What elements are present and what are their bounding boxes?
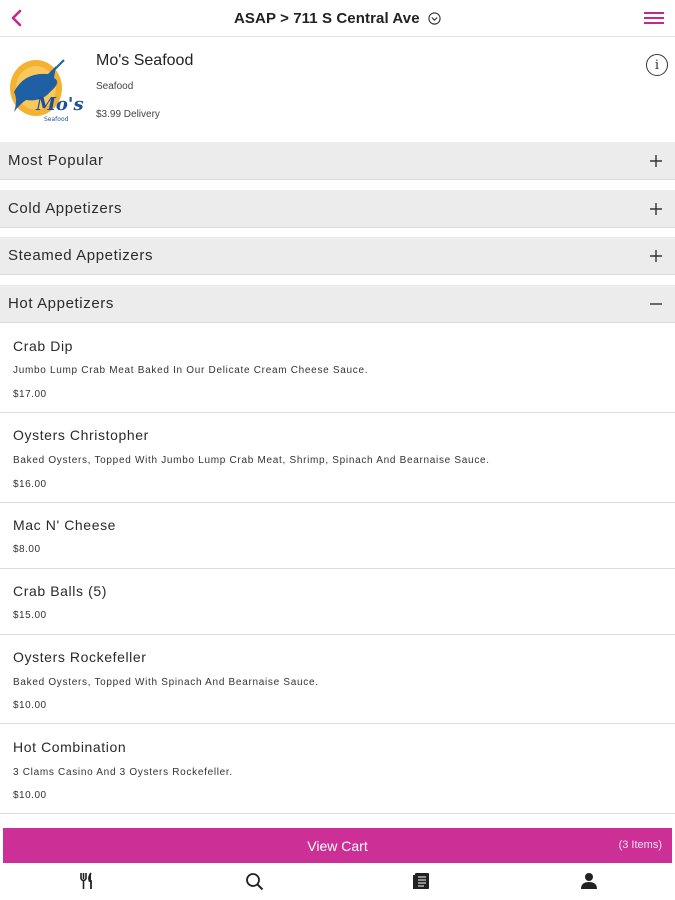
plus-icon — [649, 202, 663, 216]
top-navigation-bar — [0, 0, 675, 37]
menu-item[interactable] — [0, 635, 675, 724]
tab-menu[interactable] — [76, 870, 98, 892]
menu-item[interactable] — [0, 413, 675, 503]
item-price: $10.00 — [13, 790, 47, 801]
hamburger-menu-icon[interactable] — [643, 9, 665, 27]
item-name: Mac N' Cheese — [13, 517, 117, 533]
category-hot-appetizers[interactable] — [0, 285, 675, 323]
restaurant-name: Mo's Seafood — [96, 52, 194, 69]
category-label: Hot Appetizers — [8, 295, 114, 312]
category-label: Steamed Appetizers — [8, 247, 154, 264]
chevron-down-circle-icon — [428, 12, 441, 25]
item-description: Baked Oysters, Topped With Spinach And Bearnaise Sauce. — [13, 677, 319, 688]
item-name: Oysters Rockefeller — [13, 649, 147, 665]
item-price: $15.00 — [13, 610, 47, 621]
restaurant-logo — [6, 52, 84, 132]
item-name: Hot Combination — [13, 739, 127, 755]
delivery-location-selector[interactable] — [0, 10, 675, 27]
category-steamed-appetizers[interactable] — [0, 237, 675, 275]
delivery-fee: $3.99 Delivery — [96, 109, 160, 120]
item-description: Jumbo Lump Crab Meat Baked In Our Delicate Cream Cheese Sauce. — [13, 365, 369, 376]
profile-icon — [580, 872, 598, 890]
plus-icon — [649, 249, 663, 263]
info-icon: i — [654, 57, 660, 73]
delivery-location-label: ASAP > 711 S Central Ave — [234, 10, 420, 27]
plus-icon — [649, 154, 663, 168]
category-label: Cold Appetizers — [8, 200, 123, 217]
item-price: $10.00 — [13, 700, 47, 711]
search-icon — [245, 872, 264, 891]
item-name: Crab Dip — [13, 338, 74, 354]
item-price: $17.00 — [13, 389, 47, 400]
restaurant-header — [0, 38, 675, 142]
item-price: $16.00 — [13, 479, 47, 490]
restaurant-cuisine: Seafood — [96, 81, 134, 92]
menu-item[interactable] — [0, 569, 675, 635]
tab-search[interactable] — [243, 870, 265, 892]
logo-text: Mo's — [36, 94, 84, 115]
tab-orders[interactable] — [410, 870, 432, 892]
item-description: 3 Clams Casino And 3 Oysters Rockefeller. — [13, 767, 233, 778]
cart-item-count: (3 Items) — [618, 839, 662, 851]
view-cart-button[interactable] — [3, 828, 672, 863]
orders-list-icon — [412, 872, 430, 890]
item-price: $8.00 — [13, 544, 41, 555]
category-cold-appetizers[interactable] — [0, 190, 675, 228]
category-most-popular[interactable] — [0, 142, 675, 180]
item-name: Crab Balls (5) — [13, 583, 107, 599]
menu-item[interactable] — [0, 503, 675, 569]
item-description: Baked Oysters, Topped With Jumbo Lump Crab Meat, Shrimp, Spinach And Bearnaise Sauce. — [13, 455, 490, 466]
menu-item[interactable] — [0, 324, 675, 413]
minus-icon — [649, 297, 663, 311]
bottom-tab-bar — [0, 866, 675, 900]
fork-knife-icon — [78, 872, 96, 890]
tab-profile[interactable] — [578, 870, 600, 892]
info-button[interactable] — [646, 54, 668, 76]
category-label: Most Popular — [8, 152, 104, 169]
logo-subtext: Seafood — [44, 116, 69, 123]
item-name: Oysters Christopher — [13, 427, 149, 443]
menu-item[interactable] — [0, 724, 675, 814]
view-cart-label: View Cart — [307, 838, 368, 854]
